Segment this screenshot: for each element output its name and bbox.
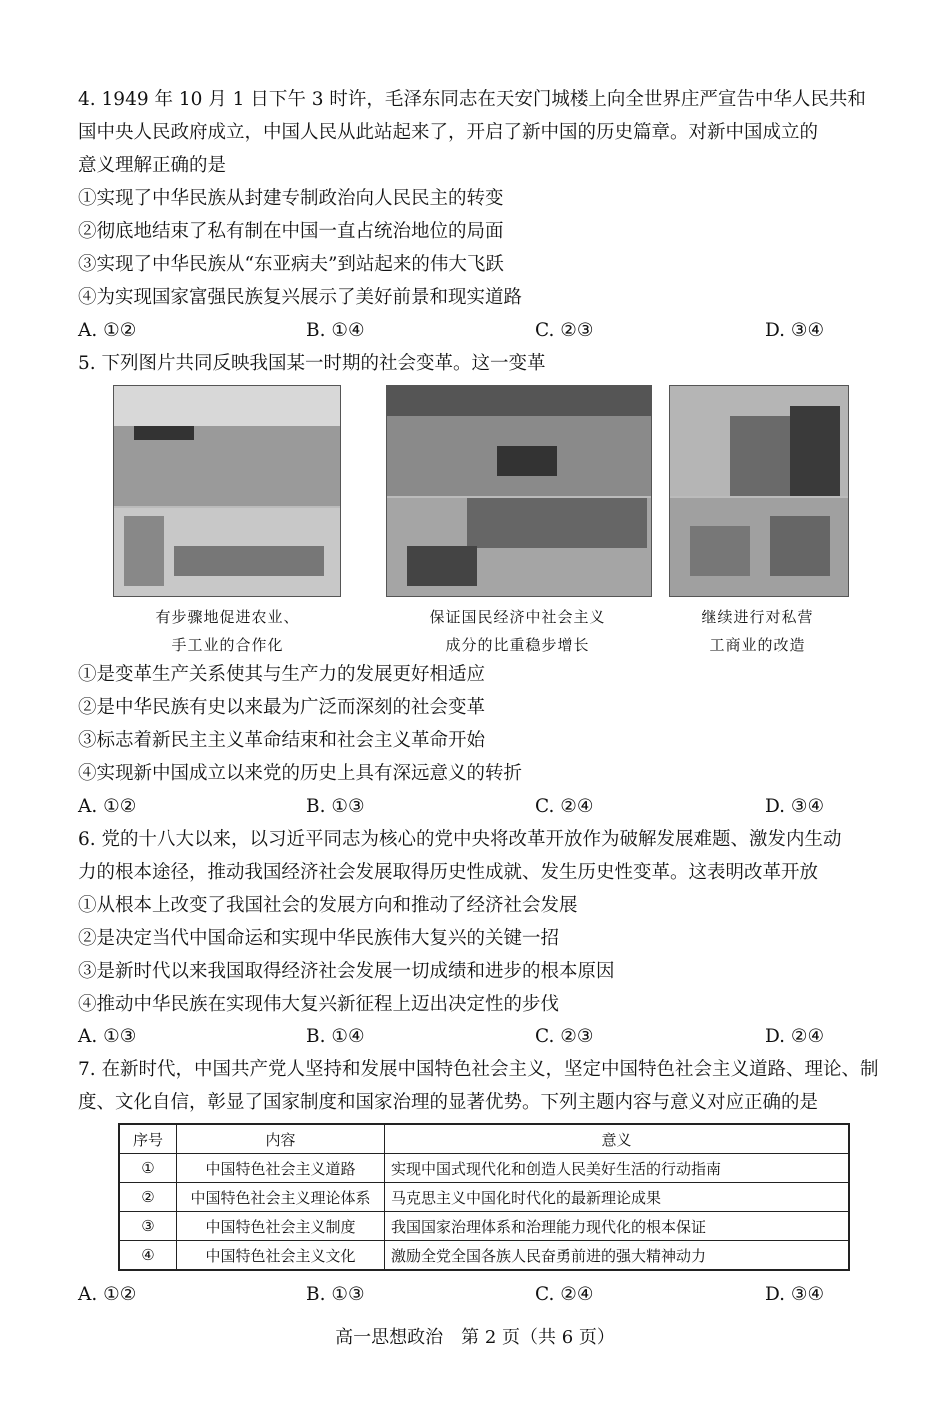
table-cell: ② <box>119 1183 177 1212</box>
caption-line: 成分的比重稳步增长 <box>445 636 590 654</box>
q6-item: ③是新时代以来我国取得经济社会发展一切成绩和进步的根本原因 <box>78 961 615 982</box>
table-cell: 中国特色社会主义道路 <box>177 1154 385 1183</box>
q6-stem-line: 力的根本途径，推动我国经济社会发展取得历史性成就、发生历史性变革。这表明改革开放 <box>78 862 819 883</box>
header-cell: 内容 <box>177 1124 385 1154</box>
table-cell: 实现中国式现代化和创造人民美好生活的行动指南 <box>385 1154 850 1183</box>
header-cell: 意义 <box>385 1124 850 1154</box>
q7-stem-line: 度、文化自信，彰显了国家制度和国家治理的显著优势。下列主题内容与意义对应正确的是 <box>78 1092 819 1113</box>
option-c: C. ②③ <box>535 1026 594 1047</box>
caption-line: 手工业的合作化 <box>171 636 284 654</box>
table-cell: 激励全党全国各族人民奋勇前进的强大精神动力 <box>385 1241 850 1271</box>
table-cell: ① <box>119 1154 177 1183</box>
header-cell: 序号 <box>119 1124 177 1154</box>
table-cell: 我国国家治理体系和治理能力现代化的根本保证 <box>385 1212 850 1241</box>
option-d: D. ③④ <box>765 320 825 341</box>
table-row <box>119 1183 849 1212</box>
caption-line: 保证国民经济中社会主义 <box>429 608 606 626</box>
q5-options <box>78 795 858 819</box>
q7-table <box>118 1123 850 1271</box>
option-c: C. ②③ <box>535 320 594 341</box>
q4-stem-line: 国中央人民政府成立，中国人民从此站起来了，开启了新中国的历史篇章。对新中国成立的 <box>78 122 819 143</box>
q7-options <box>78 1283 858 1307</box>
q6-options <box>78 1025 858 1049</box>
table-cell: 中国特色社会主义文化 <box>177 1241 385 1271</box>
option-b: B. ①④ <box>306 1026 365 1047</box>
cooperative-illustration <box>113 385 341 597</box>
option-c: C. ②④ <box>535 1284 594 1305</box>
option-a: A. ①② <box>78 320 137 341</box>
table-cell: 中国特色社会主义制度 <box>177 1212 385 1241</box>
option-a: A. ①② <box>78 796 137 817</box>
option-b: B. ①③ <box>306 796 365 817</box>
table-cell: ③ <box>119 1212 177 1241</box>
option-b: B. ①④ <box>306 320 365 341</box>
industry-illustration <box>386 385 652 597</box>
q6-item: ②是决定当代中国命运和实现中华民族伟大复兴的关键一招 <box>78 928 560 949</box>
table-header <box>119 1124 849 1154</box>
q5-item: ①是变革生产关系使其与生产力的发展更好相适应 <box>78 664 486 685</box>
caption-line: 有步骤地促进农业、 <box>155 608 300 626</box>
q6-item: ④推动中华民族在实现伟大复兴新征程上迈出决定性的步伐 <box>78 994 560 1015</box>
q5-item: ③标志着新民主主义革命结束和社会主义革命开始 <box>78 730 486 751</box>
image-caption <box>100 603 355 659</box>
q5-item: ②是中华民族有史以来最为广泛而深刻的社会变革 <box>78 697 486 718</box>
option-d: D. ③④ <box>765 796 825 817</box>
q6-item: ①从根本上改变了我国社会的发展方向和推动了经济社会发展 <box>78 895 578 916</box>
q4-options <box>78 319 858 343</box>
q4-stem-line: 4. 1949 年 10 月 1 日下午 3 时许，毛泽东同志在天安门城楼上向全世界庄严宣告中华人民共和 <box>78 89 866 110</box>
reform-illustration <box>669 385 849 597</box>
table-row <box>119 1154 849 1183</box>
image-caption <box>665 603 850 659</box>
option-a: A. ①③ <box>78 1026 137 1047</box>
table-cell: ④ <box>119 1241 177 1271</box>
q5-stem: 5. 下列图片共同反映我国某一时期的社会变革。这一变革 <box>78 353 546 374</box>
q4-item: ①实现了中华民族从封建专制政治向人民民主的转变 <box>78 188 504 209</box>
option-d: D. ③④ <box>765 1284 825 1305</box>
q4-item: ②彻底地结束了私有制在中国一直占统治地位的局面 <box>78 221 504 242</box>
q4-item: ③实现了中华民族从“东亚病夫”到站起来的伟大飞跃 <box>78 254 504 275</box>
table-row <box>119 1212 849 1241</box>
option-b: B. ①③ <box>306 1284 365 1305</box>
q6-stem-line: 6. 党的十八大以来，以习近平同志为核心的党中央将改革开放作为破解发展难题、激发内生动 <box>78 829 842 850</box>
option-a: A. ①② <box>78 1284 137 1305</box>
q5-item: ④实现新中国成立以来党的历史上具有深远意义的转折 <box>78 763 523 784</box>
option-d: D. ②④ <box>765 1026 825 1047</box>
caption-line: 继续进行对私营 <box>701 608 814 626</box>
q4-item: ④为实现国家富强民族复兴展示了美好前景和现实道路 <box>78 287 523 308</box>
image-caption <box>380 603 655 659</box>
q7-stem-line: 7. 在新时代，中国共产党人坚持和发展中国特色社会主义，坚定中国特色社会主义道路、理论、制 <box>78 1059 879 1080</box>
option-c: C. ②④ <box>535 796 594 817</box>
table-cell: 中国特色社会主义理论体系 <box>177 1183 385 1212</box>
q4-stem-line: 意义理解正确的是 <box>78 155 227 176</box>
caption-line: 工商业的改造 <box>709 636 806 654</box>
table-cell: 马克思主义中国化时代化的最新理论成果 <box>385 1183 850 1212</box>
table-row <box>119 1241 849 1271</box>
page-footer: 高一思想政治 第 2 页（共 6 页） <box>335 1327 615 1348</box>
